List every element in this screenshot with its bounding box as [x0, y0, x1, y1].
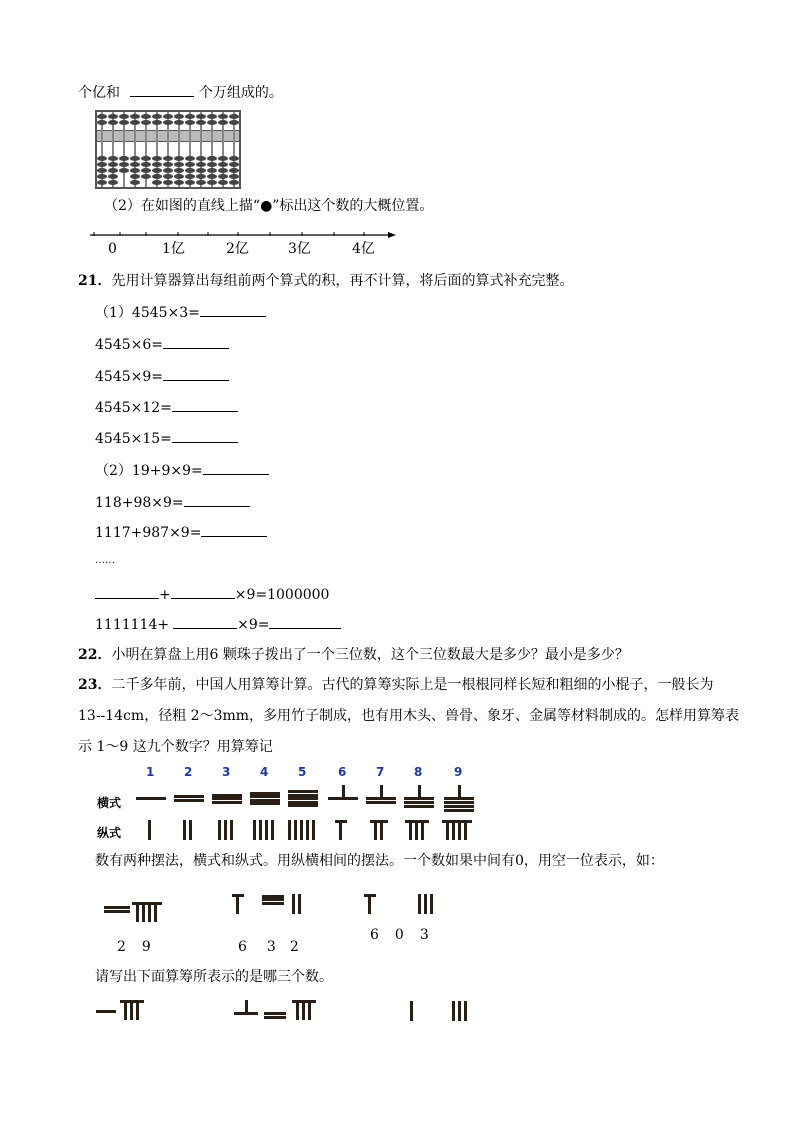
- counting-rod: [446, 823, 449, 840]
- digit: 3: [419, 927, 429, 943]
- counting-rod: [124, 1003, 127, 1020]
- abacus-bead: [185, 174, 195, 179]
- abacus-bead: [207, 114, 217, 119]
- counting-rod: [234, 1012, 258, 1015]
- answer-blank[interactable]: [172, 397, 238, 412]
- abacus-bead: [207, 120, 217, 125]
- counting-rod: [424, 894, 427, 914]
- abacus-bead: [207, 174, 217, 179]
- abacus-bead: [185, 156, 195, 161]
- counting-rod: [271, 820, 274, 840]
- example3-digits: [370, 926, 429, 944]
- q20-part2: （2）在如图的直线上描“●”标出这个数的大概位置。: [104, 198, 434, 214]
- q21-expr: 1117+987×9=: [95, 525, 202, 541]
- abacus-bead: [108, 174, 118, 179]
- ellipsis: ……: [95, 555, 115, 566]
- abacus-bead: [196, 162, 206, 167]
- q23-number: 23．: [78, 677, 112, 693]
- counting-rod: [245, 1000, 248, 1012]
- q23-line1: [78, 676, 713, 694]
- abacus-image: [95, 110, 241, 189]
- counting-rod: [253, 820, 256, 840]
- q20-line1-prefix: 个亿和: [78, 85, 120, 101]
- counting-rod: [294, 820, 297, 840]
- abacus-bead: [163, 114, 173, 119]
- counting-rod: [464, 1001, 467, 1021]
- counting-rod: [430, 894, 433, 914]
- q22-number: 22．: [78, 647, 112, 663]
- q23-line2: 13--14cm，径粗 2～3mm，多用竹子制成，也有用木头、兽骨、象牙、金属等材料制成的。怎样用算筹表: [78, 708, 740, 724]
- abacus-bead: [97, 174, 107, 179]
- answer-blank[interactable]: [95, 584, 159, 599]
- counting-rod: [444, 797, 474, 800]
- q21-row: [95, 584, 329, 604]
- abacus-bead: [163, 180, 173, 185]
- abacus-bead: [196, 168, 206, 173]
- abacus-bead: [207, 168, 217, 173]
- abacus-bead: [119, 168, 129, 173]
- counting-rod: [262, 902, 284, 905]
- abacus-bead: [207, 156, 217, 161]
- q21-row: [95, 397, 238, 417]
- abacus-bead: [218, 168, 228, 173]
- abacus-bead: [207, 180, 217, 185]
- counting-rod: [264, 1016, 286, 1019]
- abacus-bead: [152, 174, 162, 179]
- digit: 2: [117, 939, 126, 955]
- abacus-bead: [141, 156, 151, 161]
- abacus-bead: [119, 156, 129, 161]
- abacus-bead: [108, 120, 118, 125]
- abacus-bead: [130, 156, 140, 161]
- counting-rod: [236, 897, 239, 914]
- counting-rod: [421, 823, 424, 840]
- abacus-bead: [196, 174, 206, 179]
- q21-row: [95, 366, 229, 386]
- abacus-bead: [152, 156, 162, 161]
- counting-rod: [292, 894, 295, 914]
- counting-rod: [415, 823, 418, 840]
- abacus-bead: [229, 180, 239, 185]
- q21-row: [95, 334, 229, 354]
- abacus-bead: [218, 174, 228, 179]
- abacus-bead: [185, 180, 195, 185]
- answer-blank[interactable]: [172, 428, 238, 443]
- digit: 0: [394, 927, 404, 943]
- q21-expr: （2）19+9×9=: [95, 463, 203, 479]
- q21-row: [95, 614, 341, 634]
- q21-expr: ×9=1000000: [234, 587, 330, 603]
- abacus-bead: [218, 120, 228, 125]
- number-line-label: 0: [108, 241, 117, 257]
- abacus-bead: [141, 174, 151, 179]
- q21-expr: （1）4545×3=: [95, 305, 200, 321]
- abacus-bead: [130, 162, 140, 167]
- number-line-label: 3亿: [288, 241, 311, 257]
- abacus-bead: [108, 180, 118, 185]
- abacus-bead: [97, 120, 107, 125]
- q21-stem: [78, 272, 573, 290]
- abacus-bead: [163, 168, 173, 173]
- answer-blank[interactable]: [184, 492, 250, 507]
- abacus-bead: [108, 162, 118, 167]
- abacus-bead: [130, 168, 140, 173]
- counting-rod: [458, 1001, 461, 1021]
- counting-rod: [189, 820, 192, 840]
- counting-rod: [339, 823, 342, 840]
- abacus-bead: [196, 114, 206, 119]
- q21-expr: 4545×12=: [95, 400, 172, 416]
- counting-rod: [130, 1003, 133, 1020]
- q21-row: [95, 492, 250, 512]
- counting-rod: [312, 820, 315, 840]
- abacus-bead: [119, 114, 129, 119]
- counting-rod: [136, 905, 139, 922]
- answer-blank[interactable]: [203, 460, 269, 475]
- abacus-bead: [229, 120, 239, 125]
- counting-rod: [224, 820, 227, 840]
- abacus-bead: [108, 114, 118, 119]
- counting-rod: [259, 820, 262, 840]
- digit-header: 2: [184, 765, 193, 779]
- counting-rod: [230, 820, 233, 840]
- abacus-bead: [141, 168, 151, 173]
- counting-rod: [374, 823, 377, 840]
- counting-rod: [174, 799, 204, 802]
- row-label-zong: 纵式: [97, 826, 122, 840]
- q21-row: [95, 460, 269, 480]
- digit-header: 9: [454, 765, 463, 779]
- counting-rod: [366, 797, 396, 800]
- abacus-bead: [185, 162, 195, 167]
- q21-expr: ×9=: [237, 617, 270, 633]
- q22: [78, 646, 629, 664]
- counting-rod: [458, 785, 461, 797]
- q21-row: [95, 302, 266, 322]
- abacus-bead: [97, 180, 107, 185]
- q21-row: [95, 428, 238, 448]
- abacus-bead: [141, 114, 151, 119]
- counting-rod: [154, 905, 157, 922]
- abacus-bead: [229, 174, 239, 179]
- counting-rod: [142, 905, 145, 922]
- plus-sign: +: [159, 587, 171, 603]
- digit-header: 6: [338, 765, 347, 779]
- abacus-bead: [185, 168, 195, 173]
- counting-rod: [104, 910, 130, 913]
- q21-row: [95, 522, 267, 542]
- counting-rod: [380, 823, 383, 840]
- answer-blank[interactable]: [173, 614, 237, 629]
- counting-rod: [96, 1010, 116, 1013]
- abacus-bead: [97, 168, 107, 173]
- abacus-bead: [130, 120, 140, 125]
- counting-rod: [410, 1001, 413, 1021]
- digit-header: 3: [222, 765, 231, 779]
- abacus-bead: [119, 120, 129, 125]
- abacus-bead: [218, 180, 228, 185]
- digit: 6: [370, 927, 379, 943]
- abacus-bead: [163, 156, 173, 161]
- q23-line5: 请写出下面算筹所表示的是哪三个数。: [95, 969, 333, 985]
- counting-rod: [418, 894, 421, 914]
- number-line-label: 1亿: [162, 241, 185, 257]
- counting-rod: [370, 820, 388, 823]
- q23-text: 二千多年前，中国人用算筹计算。古代的算筹实际上是一根根同样长短和粗细的小棍子，一般长为: [111, 677, 714, 693]
- q21-text: 先用计算器算出每组前两个算式的积，再不计算，将后面的算式补充完整。: [111, 273, 574, 289]
- counting-rod: [328, 797, 358, 800]
- answer-blank[interactable]: [200, 302, 266, 317]
- abacus-bead: [97, 114, 107, 119]
- counting-rod: [452, 1001, 455, 1021]
- counting-rod: [366, 801, 396, 804]
- abacus-bead: [152, 162, 162, 167]
- abacus-bead: [108, 168, 118, 173]
- counting-rod: [300, 820, 303, 840]
- abacus-bead: [174, 114, 184, 119]
- q21-expr: 118+98×9=: [95, 495, 184, 511]
- counting-rod: [296, 1003, 299, 1020]
- q21-expr: 1111114+: [95, 617, 170, 633]
- answer-blank[interactable]: [163, 334, 229, 349]
- answer-blank[interactable]: [130, 82, 194, 97]
- abacus-bead: [174, 180, 184, 185]
- abacus-bead: [152, 120, 162, 125]
- abacus-bead: [229, 168, 239, 173]
- abacus-bead: [130, 180, 140, 185]
- abacus-bead: [97, 156, 107, 161]
- counting-rod: [444, 809, 474, 812]
- counting-rod: [302, 1003, 305, 1020]
- digit-header: 8: [414, 765, 423, 779]
- counting-rod: [136, 1003, 139, 1020]
- digit-header: 5: [298, 765, 307, 779]
- abacus-bead: [196, 156, 206, 161]
- q21-expr: 4545×6=: [95, 337, 163, 353]
- example1-digits: [117, 938, 151, 956]
- counting-rod: [298, 894, 301, 914]
- digit: 2: [289, 939, 299, 955]
- example2-digits: [238, 938, 299, 956]
- counting-rod: [404, 805, 434, 808]
- answer-blank[interactable]: [269, 614, 341, 629]
- counting-rod: [418, 785, 421, 797]
- counting-rod: [380, 785, 383, 797]
- counting-rod: [458, 823, 461, 840]
- abacus-bead: [141, 162, 151, 167]
- abacus-bead: [229, 162, 239, 167]
- counting-rod: [250, 802, 280, 805]
- abacus-bead: [229, 156, 239, 161]
- abacus-bead: [174, 120, 184, 125]
- counting-rod: [265, 820, 268, 840]
- abacus-bead: [174, 162, 184, 167]
- abacus-bead: [196, 180, 206, 185]
- abacus-bead: [152, 114, 162, 119]
- answer-blank[interactable]: [201, 522, 267, 537]
- abacus-bead: [163, 174, 173, 179]
- row-label-heng: 横式: [97, 796, 122, 810]
- q21-expr: 4545×9=: [95, 369, 163, 385]
- digit: 9: [141, 939, 151, 955]
- abacus-bead: [152, 180, 162, 185]
- number-line-label: 2亿: [226, 241, 249, 257]
- abacus-bead: [97, 162, 107, 167]
- abacus-bead: [185, 120, 195, 125]
- digit-header: 7: [376, 765, 385, 779]
- abacus-bead: [218, 162, 228, 167]
- counting-rod: [136, 797, 166, 800]
- abacus-bead: [174, 156, 184, 161]
- abacus-bead: [130, 114, 140, 119]
- abacus-bead: [174, 168, 184, 173]
- counting-rod: [444, 805, 474, 808]
- counting-rod: [409, 823, 412, 840]
- abacus-bead: [130, 174, 140, 179]
- abacus-bead: [119, 162, 129, 167]
- counting-rod: [218, 820, 221, 840]
- abacus-bead: [152, 168, 162, 173]
- digit: 6: [238, 939, 247, 955]
- answer-blank[interactable]: [171, 584, 235, 599]
- counting-rod: [444, 801, 474, 804]
- abacus-bead: [108, 156, 118, 161]
- counting-rod: [183, 820, 186, 840]
- abacus-bead: [218, 114, 228, 119]
- q20-line1-suffix: 个万组成的。: [198, 85, 283, 101]
- abacus-bead: [229, 114, 239, 119]
- q23-line3: 示 1～9 这九个数字？用算筹记: [78, 739, 273, 755]
- answer-blank[interactable]: [163, 366, 229, 381]
- counting-rod: [148, 905, 151, 922]
- abacus-bead: [163, 120, 173, 125]
- counting-rod: [288, 804, 318, 807]
- q23-line4: 数有两种摆法，横式和纵式。用纵横相间的摆法。一个数如果中间有0，用空一位表示，如：: [95, 853, 664, 869]
- abacus-bead: [196, 120, 206, 125]
- counting-rod: [452, 823, 455, 840]
- abacus-bead: [141, 120, 151, 125]
- counting-rod: [368, 897, 371, 914]
- counting-rod: [464, 823, 467, 840]
- counting-rod: [148, 820, 151, 840]
- counting-rod: [288, 820, 291, 840]
- q21-number: 21．: [78, 273, 112, 289]
- q21-expr: 4545×15=: [95, 431, 172, 447]
- counting-rod: [342, 785, 345, 797]
- digit: 3: [266, 939, 276, 955]
- counting-rod: [308, 1003, 311, 1020]
- digit-header: 4: [260, 765, 269, 779]
- counting-rod: [404, 797, 434, 800]
- number-line-label: 4亿: [352, 241, 375, 257]
- counting-rod: [404, 801, 434, 804]
- q22-text: 小明在算盘上用6 颗珠子拨出了一个三位数，这个三位数最大是多少？最小是多少？: [111, 647, 629, 663]
- abacus-bead: [163, 162, 173, 167]
- abacus-bead: [185, 114, 195, 119]
- digit-header: 1: [146, 765, 155, 779]
- abacus-bead: [218, 156, 228, 161]
- abacus-bead: [174, 174, 184, 179]
- q20-line1: [78, 82, 283, 102]
- counting-rod: [306, 820, 309, 840]
- counting-rod: [212, 801, 242, 804]
- abacus-bead: [207, 162, 217, 167]
